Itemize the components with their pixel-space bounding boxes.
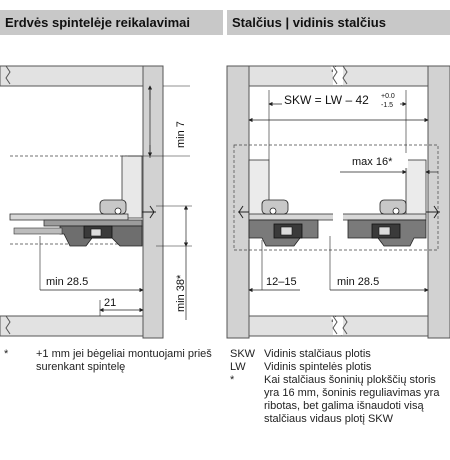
note-key: SKW [230,348,256,360]
header-right: Stalčius | vidinis stalčius [227,10,450,35]
notes-left [4,348,219,374]
note-key: * [4,348,9,360]
right-left-wall [227,66,249,338]
note-text: Vidinis stalčiaus plotis [264,348,371,360]
note-row [230,361,448,374]
right-right-wall [428,66,450,338]
note-key: LW [230,361,246,373]
left-diagram [0,66,192,338]
left-bottom-panel [0,316,143,336]
left-top-panel [0,66,143,86]
note-text: +1 mm jei bėgeliai montuojami prieš surenkant spintelę [36,348,212,373]
note-row [230,348,448,361]
header-left: Erdvės spintelėje reikalavimai [0,10,223,35]
dim-skw-sup: +0.0 [381,93,395,100]
note-key: * [230,374,235,386]
dim-skw: SKW = LW – 42 [284,93,369,107]
left-runner [14,200,142,246]
note-text: Vidinis spintelės plotis [264,361,372,373]
dim-min285-left: min 28.5 [46,276,89,288]
right-diagram [227,66,450,338]
dim-min7: min 7 [175,121,187,148]
note-row [230,374,448,426]
dim-max16: max 16* [352,156,393,168]
dim-12-15: 12–15 [266,276,297,288]
notes-right [230,348,448,426]
left-side-wall [143,66,163,338]
dim-min285-right: min 28.5 [337,276,380,288]
dim-min38: min 38* [175,274,187,312]
note-row [4,348,219,374]
dim-21: 21 [104,297,117,309]
note-text: Kai stalčiaus šoninių plokščių storis yra 16 mm, šoninis reguliavimas yra ribotas, bet galima išnaudoti visą stalčiaus vidaus plotį SKW [264,374,440,425]
dim-skw-sub: -1.5 [381,102,394,109]
